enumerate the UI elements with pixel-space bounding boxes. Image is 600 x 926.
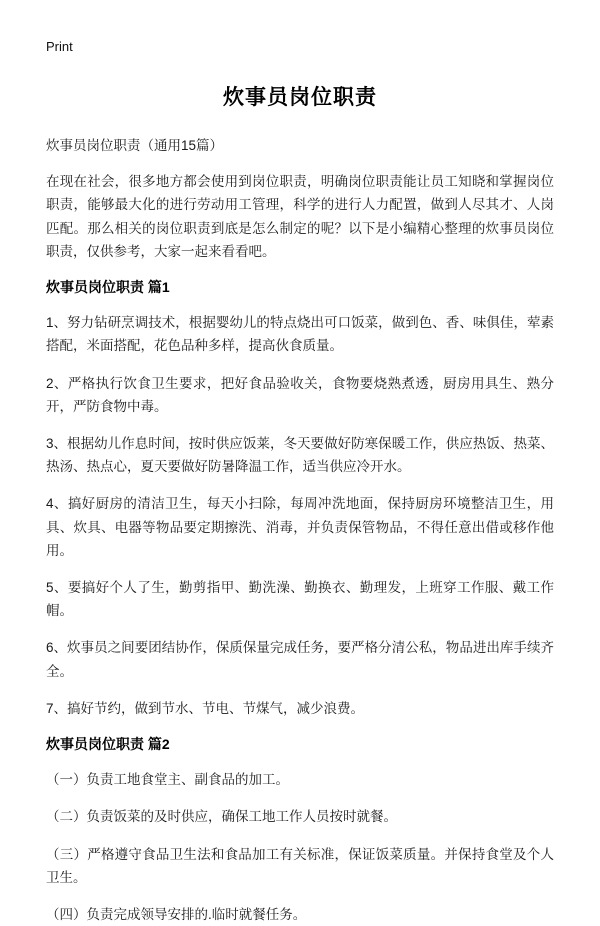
section-1-item-6: 6、炊事员之间要团结协作，保质保量完成任务，要严格分清公私，物品进出库手续齐全。 (46, 640, 554, 679)
section-1-item-3: 3、根据幼儿作息时间，按时供应饭莱，冬天要做好防寒保暖工作，供应热饭、热菜、热汤、热点心，夏天要做好防暑降温工作，适当供应冷开水。 (46, 435, 554, 475)
section-heading-1: 炊事员岗位职责 篇1 (46, 279, 170, 296)
print-button[interactable]: Print (46, 39, 73, 54)
page-title: 炊事员岗位职责 (223, 85, 377, 109)
section-2-item-1: （一）负责工地食堂主、副食品的加工。 (46, 772, 289, 788)
section-1-item-7: 7、搞好节约，做到节水、节电、节煤气，减少浪费。 (46, 700, 365, 716)
intro-paragraph: 在现在社会，很多地方都会使用到岗位职责，明确岗位职责能让员工知晓和掌握岗位职责，能够最大化的进行劳动用工管理，科学的进行人力配置，做到人尽其才、人岗匹配。那么相关的岗位职责到底是怎么制定的呢？以下是小编精心整理的炊事员岗位职责，仅供参考，大家一起来看看吧。 (46, 174, 554, 259)
section-2-item-2: （二）负责饭菜的及时供应，确保工地工作人员按时就餐。 (46, 809, 397, 825)
section-2-item-4: （四）负责完成领导安排的.临时就餐任务。 (46, 907, 307, 922)
section-1-item-1: 1、努力钻研烹调技术，根据婴幼儿的特点烧出可口饭菜，做到色、香、味俱佳，荤素搭配，米面搭配，花色品种多样，提高伙食质量。 (46, 315, 554, 354)
section-heading-2: 炊事员岗位职责 篇2 (46, 736, 170, 753)
section-1-item-4: 4、搞好厨房的清洁卫生，每天小扫除，每周冲洗地面，保持厨房环境整洁卫生，用具、炊具、电器等物品要定期擦洗、消毒，并负责保管物品，不得任意出借或移作他用。 (46, 496, 554, 558)
section-2-item-3: （三）严格遵守食品卫生法和食品加工有关标准，保证饭菜质量。并保持食堂及个人卫生。 (46, 846, 554, 885)
document-subtitle: 炊事员岗位职责（通用15篇） (46, 137, 224, 153)
section-1-item-2: 2、严格执行饮食卫生要求，把好食品验收关，食物要烧熟煮透，厨房用具生、熟分开，严防食物中毒。 (46, 375, 554, 414)
section-1-item-5: 5、要搞好个人了生，勤剪指甲、勤洗澡、勤换衣、勤理发，上班穿工作服、戴工作帽。 (46, 580, 554, 619)
